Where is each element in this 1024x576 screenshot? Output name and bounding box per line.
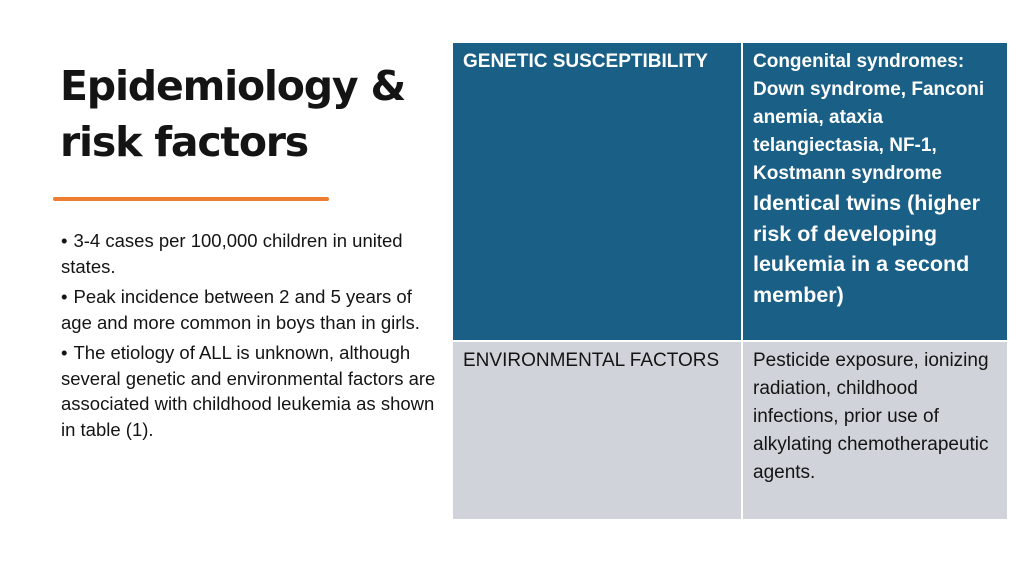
bullet-dot: • [61,286,68,307]
bullet-item [61,340,446,442]
title-line-2: risk factors [60,118,309,166]
bullet-text: Peak incidence between 2 and 5 years of age and more common in boys than in girls. [61,286,420,333]
bullet-dot: • [61,230,68,251]
title-accent-rule [53,197,329,201]
genetic-details-cell [742,42,1008,341]
bullet-item [61,228,446,279]
genetic-factor-cell [452,42,742,341]
bullet-dot: • [61,342,68,363]
genetic-syndromes-text: Congenital syndromes: Down syndrome, Fanconi anemia, ataxia telangiectasia, NF-1, Kostmann syndrome [753,51,985,184]
risk-factors-table [451,41,1009,521]
table-row-genetic [452,42,1008,341]
bullet-item [61,284,446,335]
environmental-details-text: Pesticide exposure, ionizing radiation, childhood infections, prior use of alkylating chemotherapeutic agents. [753,350,989,483]
environmental-factor-label: ENVIRONMENTAL FACTORS [463,350,720,371]
title-line-1: Epidemiology & [60,62,406,110]
slide-title [60,58,440,170]
environmental-details-cell [742,341,1008,520]
bullet-text: The etiology of ALL is unknown, although several genetic and environmental factors are associated with childhood leukemia as shown in table (1). [61,342,436,440]
environmental-factor-cell [452,341,742,520]
table-row-environmental [452,341,1008,520]
bullet-list [61,228,446,447]
bullet-text: 3-4 cases per 100,000 children in united states. [61,230,403,277]
genetic-factor-label: GENETIC SUSCEPTIBILITY [463,51,708,72]
genetic-twins-text: Identical twins (higher risk of developing leukemia in a second member) [753,191,980,307]
